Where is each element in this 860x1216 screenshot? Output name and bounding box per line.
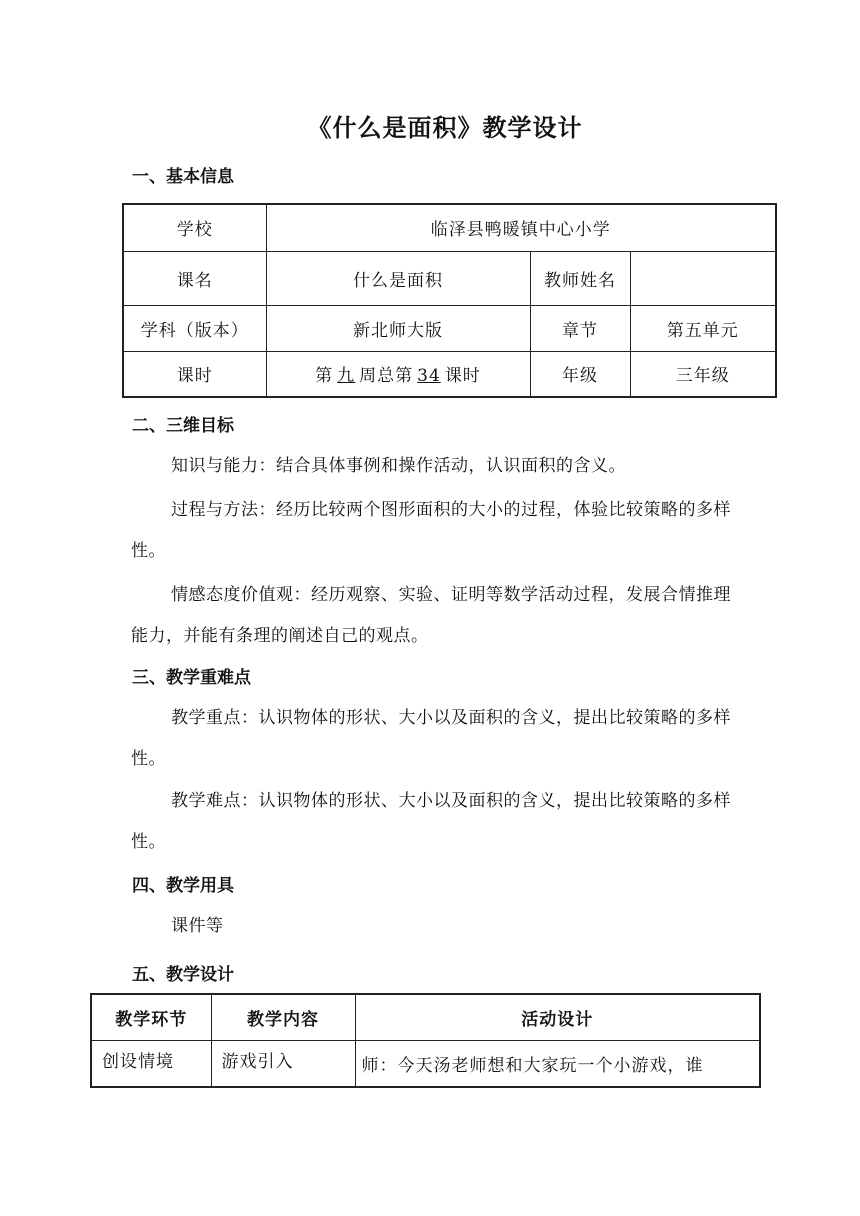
goal-process: 过程与方法：经历比较两个图形面积的大小的过程，体验比较策略的多样性。 — [131, 500, 731, 561]
table-header-row — [91, 994, 760, 1040]
period-label: 课时 — [123, 351, 266, 397]
period-number: 34 — [417, 366, 441, 387]
period-week: 九 — [337, 366, 356, 387]
basic-info-table — [122, 203, 777, 398]
table-row — [123, 251, 776, 305]
course-label: 课名 — [123, 251, 266, 305]
grade-value: 三年级 — [630, 351, 776, 397]
goal-knowledge: 知识与能力：结合具体事例和操作活动，认识面积的含义。 — [171, 456, 626, 476]
period-value — [266, 351, 530, 397]
goal-emotion: 情感态度价值观：经历观察、实验、证明等数学活动过程，发展合情推理能力，并能有条理的阐述自己的观点。 — [131, 585, 731, 646]
table-row — [123, 305, 776, 351]
subject-label: 学科（版本） — [123, 305, 266, 351]
course-value: 什么是面积 — [266, 251, 530, 305]
subject-value: 新北师大版 — [266, 305, 530, 351]
school-label: 学校 — [123, 204, 266, 251]
section-heading-tools: 四、教学用具 — [132, 876, 234, 896]
table-row — [91, 1040, 760, 1087]
section-heading-key-points: 三、教学重难点 — [132, 668, 251, 688]
table-row — [123, 351, 776, 397]
header-content: 教学内容 — [211, 994, 355, 1040]
header-stage: 教学环节 — [91, 994, 211, 1040]
section-heading-goals: 二、三维目标 — [132, 416, 234, 436]
teacher-label: 教师姓名 — [530, 251, 630, 305]
school-value: 临泽县鸭暖镇中心小学 — [266, 204, 776, 251]
cell-activity: 师：今天汤老师想和大家玩一个小游戏，谁 — [355, 1040, 760, 1087]
cell-stage: 创设情境 — [91, 1040, 211, 1087]
page-title: 《什么是面积》教学设计 — [307, 114, 583, 142]
teaching-design-table — [90, 993, 761, 1088]
section-heading-design: 五、教学设计 — [132, 965, 234, 985]
table-row — [123, 204, 776, 251]
period-prefix: 第 — [315, 366, 334, 387]
chapter-value: 第五单元 — [630, 305, 776, 351]
chapter-label: 章节 — [530, 305, 630, 351]
key-point-focus: 教学重点：认识物体的形状、大小以及面积的含义，提出比较策略的多样性。 — [131, 708, 731, 769]
header-activity: 活动设计 — [355, 994, 760, 1040]
grade-label: 年级 — [530, 351, 630, 397]
section-heading-basic-info: 一、基本信息 — [132, 167, 234, 187]
tools-text: 课件等 — [171, 916, 224, 936]
period-suffix: 课时 — [444, 366, 481, 387]
teacher-value — [630, 251, 776, 305]
period-mid: 周总第 — [359, 366, 414, 387]
cell-content: 游戏引入 — [211, 1040, 355, 1087]
key-point-difficulty: 教学难点：认识物体的形状、大小以及面积的含义，提出比较策略的多样性。 — [131, 791, 731, 852]
